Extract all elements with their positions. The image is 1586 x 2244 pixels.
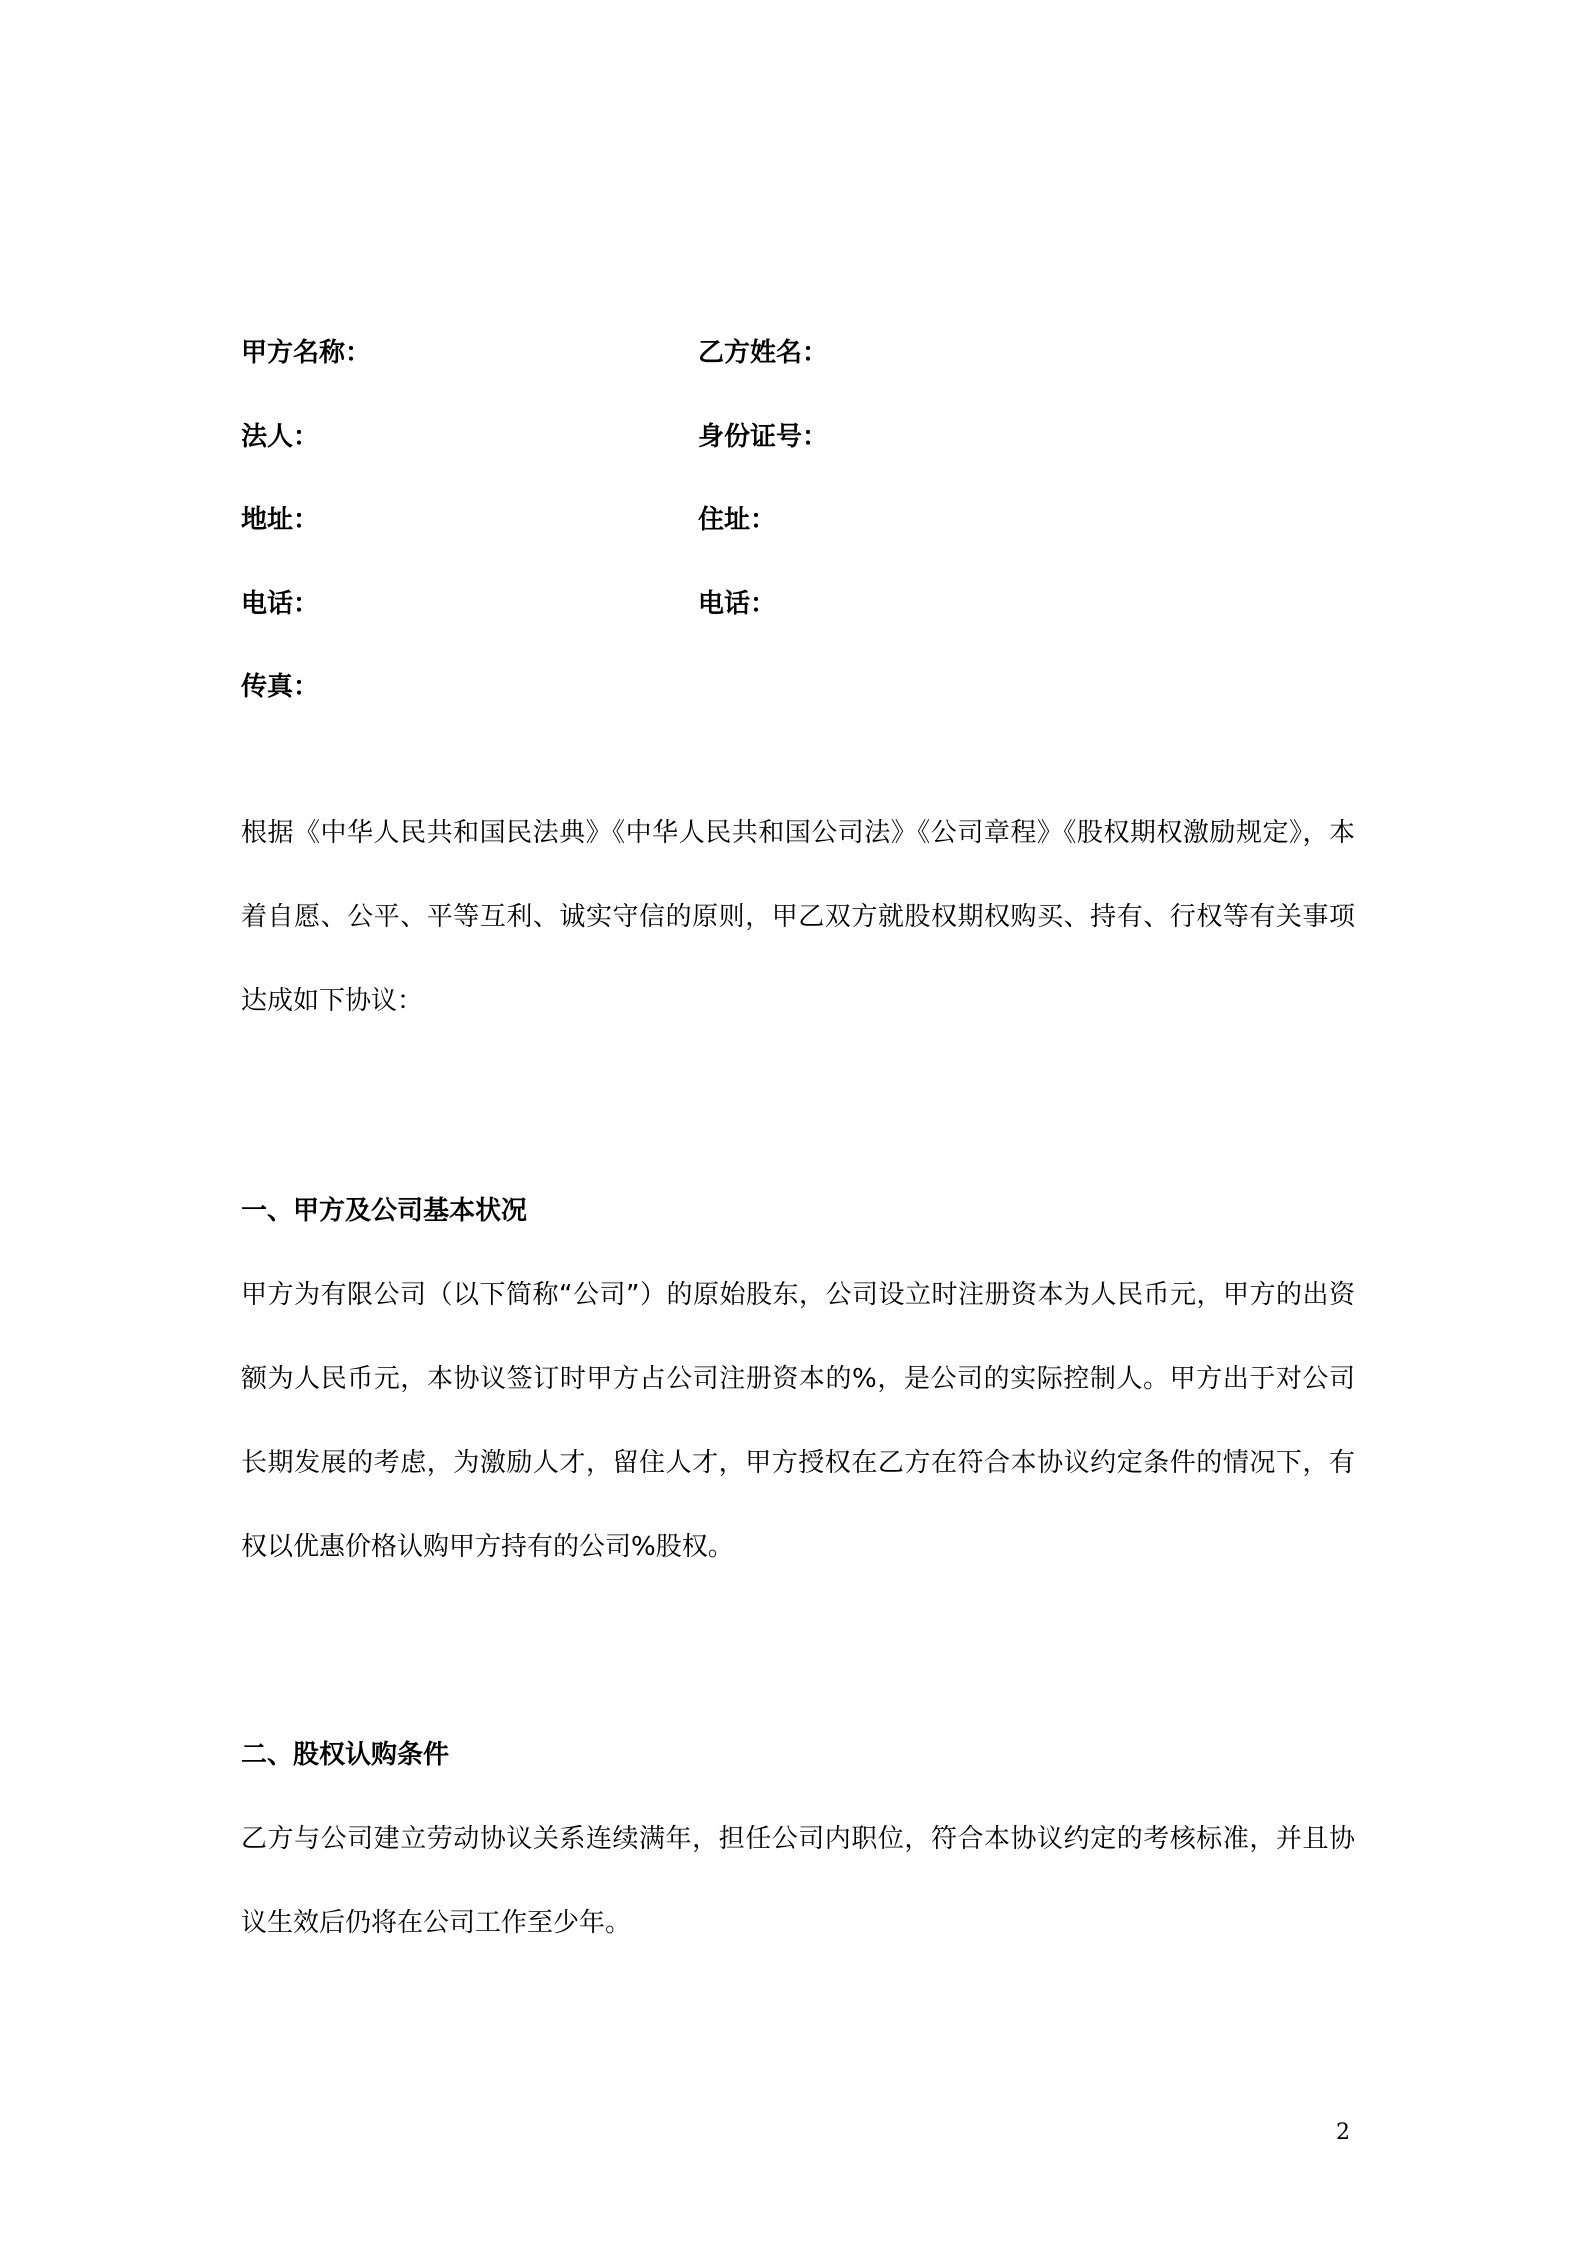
party-row-address (241, 500, 1355, 540)
party-b-name-label: 乙方姓名： (698, 338, 829, 368)
party-a-phone-label: 电话： (241, 589, 320, 619)
preamble-paragraph: 根据《中华人民共和国民法典》《中华人民共和国公司法》《公司章程》《股权期权激励规定》，本着自愿、公平、平等互利、诚实守信的原则，甲乙双方就股权期权购买、持有、行权等有关事项达成如下协议： (241, 818, 1355, 1016)
party-row-legal-id (241, 417, 1355, 457)
party-a-address-label: 地址： (241, 505, 320, 535)
party-b-id-label: 身份证号： (698, 422, 829, 452)
party-row-name (241, 333, 1355, 373)
party-row-fax (241, 667, 1355, 707)
section-2-body: 乙方与公司建立劳动协议关系连续满年，担任公司内职位，符合本协议约定的考核标准，并且协议生效后仍将在公司工作至少年。 (241, 1824, 1355, 1938)
party-a-name-label: 甲方名称： (241, 338, 372, 368)
section-1-body: 甲方为有限公司（以下简称“公司”）的原始股东，公司设立时注册资本为人民币元，甲方的出资额为人民币元，本协议签订时甲方占公司注册资本的%，是公司的实际控制人。甲方出于对公司长期发展的考虑，为激励人才，留住人才，甲方授权在乙方在符合本协议约定条件的情况下，有权以优惠价格认购甲方持有的公司%股权。 (241, 1280, 1355, 1562)
party-a-fax-label: 传真： (241, 672, 320, 702)
party-b-phone-label: 电话： (698, 589, 777, 619)
party-b-residence-label: 住址： (698, 505, 777, 535)
page-number: 2 (1336, 2120, 1350, 2145)
party-a-legal-label: 法人： (241, 422, 320, 452)
section-1-heading: 一、甲方及公司基本状况 (241, 1196, 528, 1226)
section-2-heading: 二、股权认购条件 (241, 1740, 450, 1770)
party-row-phone (241, 584, 1355, 624)
